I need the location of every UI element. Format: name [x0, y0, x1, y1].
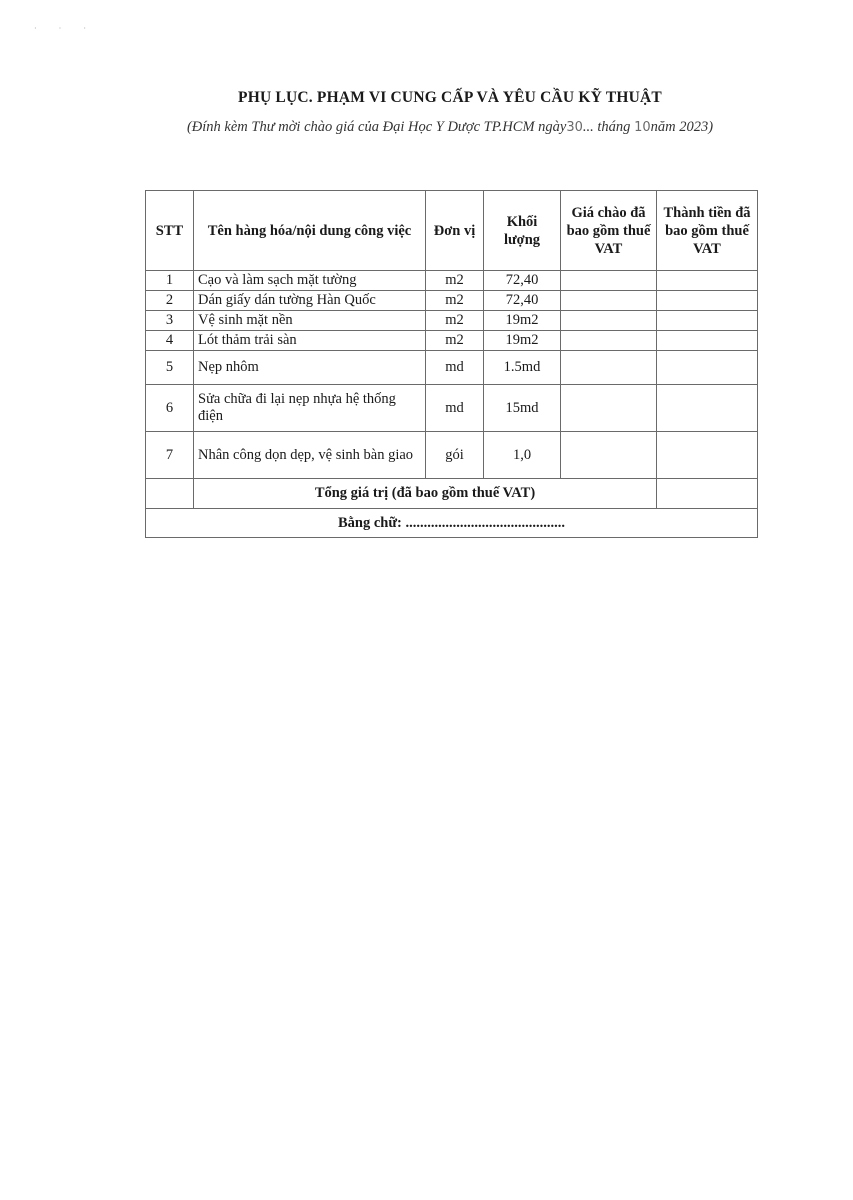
cell-stt: 3	[146, 311, 194, 331]
cell-unit: m2	[426, 271, 484, 291]
scan-corner-marks: · · ·	[34, 24, 96, 33]
handwritten-day: 30	[566, 120, 583, 135]
subtitle-prefix: (Đính kèm Thư mời chào giá của Đại Học Y Dược TP.HCM ngày	[186, 119, 567, 135]
header-qty: Khối lượng	[484, 191, 561, 271]
table-row	[146, 432, 758, 479]
cell-price	[561, 291, 657, 311]
total-blank-cell	[146, 479, 194, 509]
in-words-row	[146, 509, 758, 538]
header-stt: STT	[146, 191, 194, 271]
cell-unit: m2	[426, 331, 484, 351]
cell-stt: 5	[146, 351, 194, 385]
in-words-label: Bằng chữ: ............................................	[146, 509, 758, 538]
header-amount: Thành tiền đã bao gồm thuế VAT	[657, 191, 758, 271]
total-amount-cell	[657, 479, 758, 509]
cell-price	[561, 331, 657, 351]
cell-stt: 1	[146, 271, 194, 291]
cell-amount	[657, 432, 758, 479]
handwritten-month: 10	[634, 120, 651, 135]
table-row	[146, 271, 758, 291]
cell-amount	[657, 331, 758, 351]
cell-price	[561, 432, 657, 479]
cell-name: Dán giấy dán tường Hàn Quốc	[194, 291, 426, 311]
table-row	[146, 385, 758, 432]
cell-qty: 72,40	[484, 271, 561, 291]
cell-amount	[657, 351, 758, 385]
header-name: Tên hàng hóa/nội dung công việc	[194, 191, 426, 271]
cell-qty: 1,0	[484, 432, 561, 479]
subtitle-suffix: năm 2023)	[650, 119, 714, 135]
scope-table	[145, 190, 758, 538]
cell-unit: md	[426, 385, 484, 432]
cell-price	[561, 311, 657, 331]
cell-amount	[657, 271, 758, 291]
subtitle-mid: ... tháng	[582, 119, 635, 135]
cell-qty: 72,40	[484, 291, 561, 311]
cell-qty: 19m2	[484, 311, 561, 331]
cell-stt: 7	[146, 432, 194, 479]
header-unit: Đơn vị	[426, 191, 484, 271]
table-row	[146, 291, 758, 311]
document-title: PHỤ LỤC. PHẠM VI CUNG CẤP VÀ YÊU CẦU KỸ THUẬT	[238, 89, 662, 106]
cell-stt: 6	[146, 385, 194, 432]
table-row	[146, 331, 758, 351]
cell-price	[561, 351, 657, 385]
cell-name: Cạo và làm sạch mặt tường	[194, 271, 426, 291]
cell-name: Vệ sinh mặt nền	[194, 311, 426, 331]
cell-name: Sửa chữa đi lại nẹp nhựa hệ thống điện	[194, 385, 426, 432]
cell-name: Nhân công dọn dẹp, vệ sinh bàn giao	[194, 432, 426, 479]
document-subtitle	[0, 119, 853, 136]
cell-amount	[657, 291, 758, 311]
header-price: Giá chào đã bao gồm thuế VAT	[561, 191, 657, 271]
cell-price	[561, 385, 657, 432]
cell-qty: 19m2	[484, 331, 561, 351]
cell-amount	[657, 311, 758, 331]
table-row	[146, 311, 758, 331]
cell-stt: 4	[146, 331, 194, 351]
total-label: Tổng giá trị (đã bao gồm thuế VAT)	[194, 479, 657, 509]
cell-unit: gói	[426, 432, 484, 479]
cell-unit: m2	[426, 291, 484, 311]
table-row	[146, 351, 758, 385]
cell-name: Lót thảm trải sàn	[194, 331, 426, 351]
cell-stt: 2	[146, 291, 194, 311]
cell-unit: md	[426, 351, 484, 385]
cell-unit: m2	[426, 311, 484, 331]
cell-qty: 1.5md	[484, 351, 561, 385]
cell-amount	[657, 385, 758, 432]
cell-price	[561, 271, 657, 291]
total-row	[146, 479, 758, 509]
table-header-row	[146, 191, 758, 271]
cell-qty: 15md	[484, 385, 561, 432]
cell-name: Nẹp nhôm	[194, 351, 426, 385]
